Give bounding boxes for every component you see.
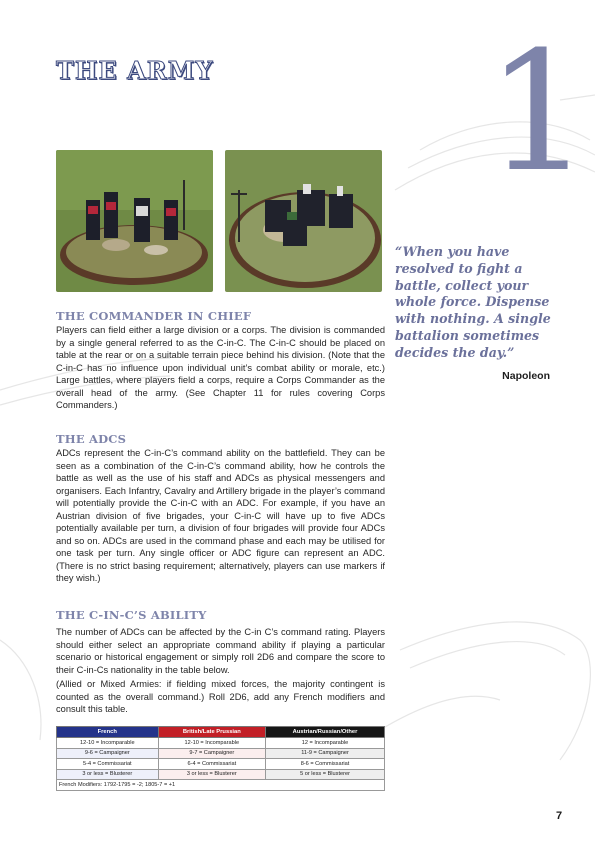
table-cell: 12-10 = Incomparable <box>158 738 265 749</box>
command-rating-table <box>56 726 385 791</box>
table-header-french: French <box>57 727 159 738</box>
table-header-british: British/Late Prussian <box>158 727 265 738</box>
table-header-austrian: Austrian/Russian/Other <box>266 727 385 738</box>
table-row <box>57 738 385 749</box>
table-row <box>57 748 385 759</box>
french-modifiers-note: French Modifiers: 1792-1795 = -2; 1805-7 = +1 <box>57 780 385 791</box>
quote-author: Napoleon <box>502 370 550 382</box>
napoleon-quote: “When you have resolved to fight a battle, collect your whole force. Dispense with nothing. A single battalion sometimes decides the day.” <box>395 244 551 360</box>
table-cell: 6-4 = Commissariat <box>158 759 265 770</box>
table-row <box>57 769 385 780</box>
table-cell: 5 or less = Blusterer <box>266 769 385 780</box>
table-cell: 11-9 = Campaigner <box>266 748 385 759</box>
table-cell: 12 = Incomparable <box>266 738 385 749</box>
chapter-number: 1 <box>486 16 591 208</box>
table-cell: 9-7 = Campaigner <box>158 748 265 759</box>
table-row <box>57 759 385 770</box>
heading-commander-in-chief: THE COMMANDER IN CHIEF <box>56 309 252 323</box>
chapter-title: THE ARMY <box>56 56 214 85</box>
photo-mounted-command <box>225 150 382 292</box>
commander-paragraph: Players can field either a large division or a corps. The division is commanded by a single general referred to as the C-in-C. The C-in-C should be placed on table at the rear or on a suitable terrain piece behind his division. (Note that the C-in-C has no influence upon individual unit’s combat ability or morale, etc.) Large battles, where players field a corps, require a Corps Commander as the overall head of the army. (See Chapter 11 for rules covering Corps Commanders.) <box>56 325 385 410</box>
heading-cinc-ability: THE C-IN-C’S ABILITY <box>56 608 207 622</box>
table-cell: 3 or less = Blusterer <box>158 769 265 780</box>
ability-paragraph: The number of ADCs can be affected by the C-in C’s command rating. Players should either select an appropriate command ability if playing a particular scenario or historical engagement or simply roll 2D6 and compare the score to their C-in-Cs nationality in the table below. <box>56 627 385 675</box>
photo-commander-figures <box>56 150 213 292</box>
page-number: 7 <box>556 810 563 822</box>
table-row <box>57 780 385 791</box>
adcs-paragraph: ADCs represent the C-in-C’s command ability on the battlefield. They can be seen as a combination of the C-in-C’s command ability, how he controls the battle as well as the use of his staff and ADCs as physical messengers and organisers. Each Infantry, Cavalry and Artillery brigade in the player’s command will potentially provide the C-in-C with an ADC. For example, if you have an Austrian division of five brigades, your C-in-C will have up to five ADCs potentially available per turn, a division of four brigades will provide four ADCs and so on. ADCs are used in the command phase and each may be utilised for one task per turn. Any single officer or ADC figure can represent an ADC. (There is no strict basing requirement; alternatively, players can use markers if they wish.) <box>56 448 385 583</box>
table-cell: 8-6 = Commissariat <box>266 759 385 770</box>
table-cell: 12-10 = Incomparable <box>57 738 159 749</box>
ability-note-paragraph: (Allied or Mixed Armies: if fielding mixed forces, the majority contingent is counted as the overall command.) Roll 2D6, add any French modifiers and consult this table. <box>56 679 385 714</box>
table-cell: 3 or less = Blusterer <box>57 769 159 780</box>
heading-adcs: THE ADCS <box>56 432 127 446</box>
table-cell: 5-4 = Commissariat <box>57 759 159 770</box>
table-cell: 9-6 = Campaigner <box>57 748 159 759</box>
